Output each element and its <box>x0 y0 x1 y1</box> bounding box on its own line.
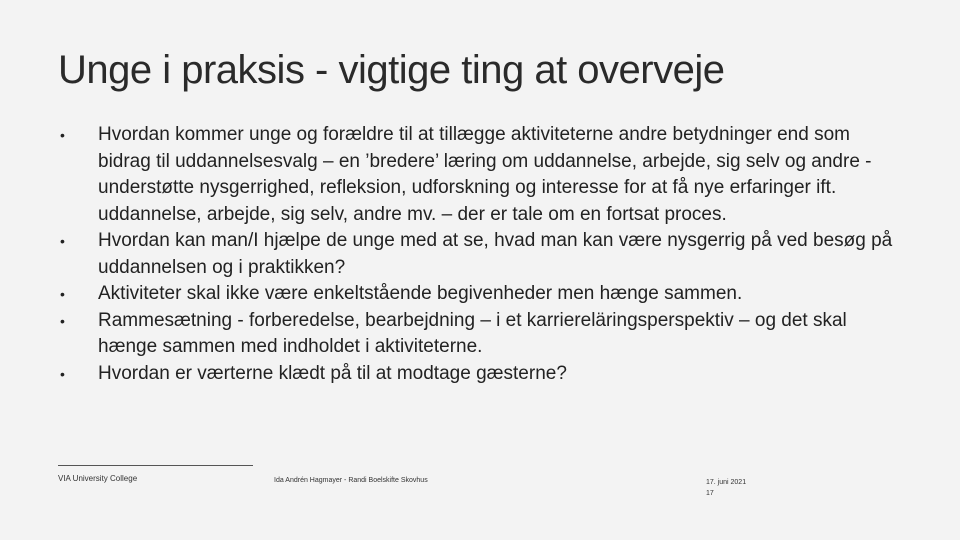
page-title: Unge i praksis - vigtige ting at overveje <box>58 48 725 92</box>
bullet-text: Hvordan kommer unge og forældre til at tillægge aktiviteterne andre betydninger end som bidrag til uddannelsesvalg – en ’bredere’ læring om uddannelse, arbejde, sig selv og andre - understøtte nysgerrighed, refleksion, udforskning og interesse for at få nye erfaringer ift. uddannelse, arbejde, sig selv, andre mv. – der er tale om en fortsat proces. <box>98 124 872 225</box>
list-item <box>58 361 908 388</box>
bullet-text: Rammesætning - forberedelse, bearbejdning – i et karriereläringsperspektiv – og det skal hænge sammen med indholdet i aktiviteterne. <box>98 309 847 357</box>
list-item <box>58 228 908 281</box>
bullet-dot-icon: • <box>60 365 65 382</box>
page-number: 17 <box>706 490 714 497</box>
bullet-text: Hvordan kan man/I hjælpe de unge med at se, hvad man kan være nysgerrig på ved besøg på uddannelsen og i praktikken? <box>98 230 893 278</box>
list-item <box>58 281 908 308</box>
bullet-dot-icon: • <box>60 233 65 249</box>
footer-divider <box>58 465 253 466</box>
bullet-dot-icon: • <box>60 312 65 329</box>
footer-organization: VIA University College <box>58 474 138 483</box>
bullet-text: Aktiviteter skal ikke være enkeltstående begivenheder men hænge sammen. <box>98 283 743 304</box>
list-item <box>58 122 908 228</box>
bullet-dot-icon: • <box>60 127 65 143</box>
bullet-dot-icon: • <box>60 286 65 302</box>
bullet-list <box>58 122 908 387</box>
footer-date: 17. juni 2021 <box>706 479 747 486</box>
list-item <box>58 308 908 361</box>
bullet-text: Hvordan er værterne klædt på til at modtage gæsterne? <box>98 362 567 384</box>
footer-authors: Ida Andrén Hagmayer - Randi Boelskifte Skovhus <box>274 477 428 484</box>
